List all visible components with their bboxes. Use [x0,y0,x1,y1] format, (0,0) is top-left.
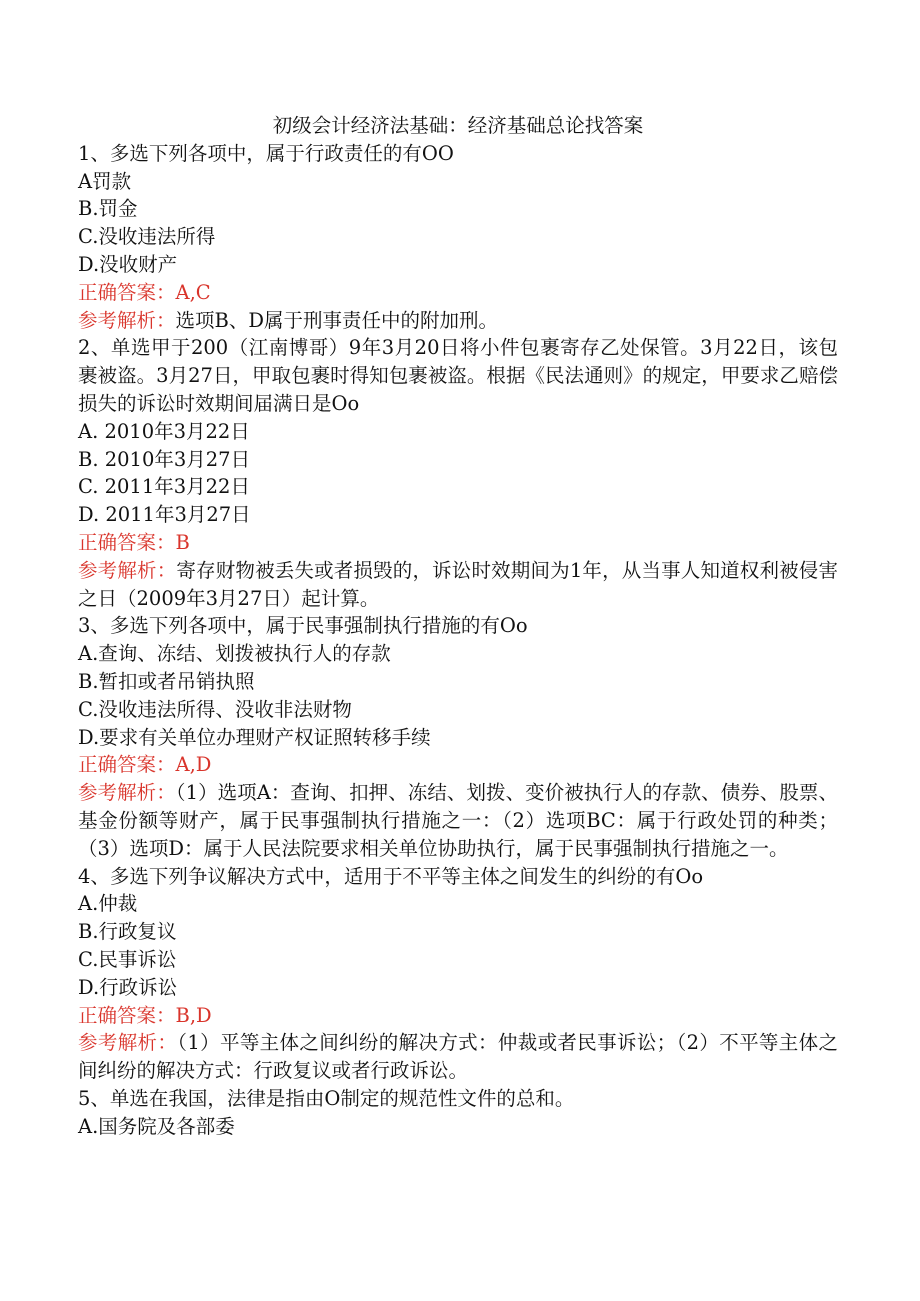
option-c: C.没收违法所得、没收非法财物 [78,697,352,721]
answer-label: 正确答案： [78,280,176,304]
option-a: A罚款 [78,169,132,193]
answer-value: A,D [175,753,212,777]
answer-label: 正确答案： [78,530,176,554]
analysis-label: 参考解析： [78,558,177,582]
option-b: B.行政复议 [78,920,177,944]
question-3 [78,612,838,862]
option-d: D.行政诉讼 [78,975,178,999]
option-b: B.暂扣或者吊销执照 [78,669,255,693]
option-c: C.没收违法所得 [78,225,216,249]
analysis-line [78,1029,838,1085]
answer-line [78,751,838,779]
option-d: D. 2011年3月27日 [78,503,251,527]
option-a: A.查询、冻结、划拨被执行人的存款 [78,642,391,666]
question-stem: 2、单选甲于200（江南博哥）9年3月20日将小件包裹寄存乙处保管。3月22日，该包裹被盗。3月27日，甲取包裹时得知包裹被盗。根据《民法通则》的规定，甲要求乙赔偿损失的诉讼时效期间届满日是Oo [78,336,838,415]
question-1 [78,140,838,335]
question-stem: 4、多选下列争议解决方式中，适用于不平等主体之间发生的纠纷的有Oo [78,864,704,888]
question-4 [78,863,838,1085]
answer-value: B [175,530,190,554]
answer-line [78,529,838,557]
option-d: D.要求有关单位办理财产权证照转移手续 [78,725,431,749]
answer-value: B,D [175,1003,212,1027]
option-a: A.国务院及各部委 [78,1114,235,1138]
answer-label: 正确答案： [78,1003,176,1027]
analysis-text: （1）选项A：查询、扣押、冻结、划拨、变价被执行人的存款、债券、股票、基金份额等财产，属于民事强制执行措施之一：（2）选项BC：属于行政处罚的种类；（3）选项D：属于人民法院要求相关单位协助执行，属于民事强制执行措施之一。 [78,781,838,860]
analysis-line [78,307,838,335]
analysis-label: 参考解析： [78,308,176,332]
option-c: C.民事诉讼 [78,947,177,971]
option-b: B.罚金 [78,197,138,221]
analysis-label: 参考解析： [78,1031,178,1055]
document-title: 初级会计经济法基础：经济基础总论找答案 [272,114,644,137]
document-page [78,112,838,1140]
question-2 [78,334,838,612]
question-stem: 5、单选在我国，法律是指由O制定的规范性文件的总和。 [78,1086,575,1110]
analysis-line [78,779,838,862]
option-a: A. 2010年3月22日 [78,419,250,443]
answer-line [78,279,838,307]
analysis-text: （1）平等主体之间纠纷的解决方式：仲裁或者民事诉讼；（2）不平等主体之间纠纷的解决方式：行政复议或者行政诉讼。 [78,1031,838,1083]
question-stem: 3、多选下列各项中，属于民事强制执行措施的有Oo [78,614,528,638]
question-stem: 1、多选下列各项中，属于行政责任的有OO [78,141,454,165]
analysis-text: 寄存财物被丢失或者损毁的，诉讼时效期间为1年，从当事人知道权利被侵害之日（2009年3月27日）起计算。 [78,558,838,610]
answer-line [78,1002,838,1030]
answer-label: 正确答案： [78,753,176,777]
analysis-line [78,557,838,613]
answer-value: A,C [175,280,211,304]
question-5 [78,1085,838,1141]
option-a: A.仲裁 [78,892,138,916]
analysis-text: 选项B、D属于刑事责任中的附加刑。 [175,308,498,332]
option-b: B. 2010年3月27日 [78,447,251,471]
option-c: C. 2011年3月22日 [78,475,250,499]
option-d: D.没收财产 [78,252,178,276]
analysis-label: 参考解析： [78,781,176,805]
